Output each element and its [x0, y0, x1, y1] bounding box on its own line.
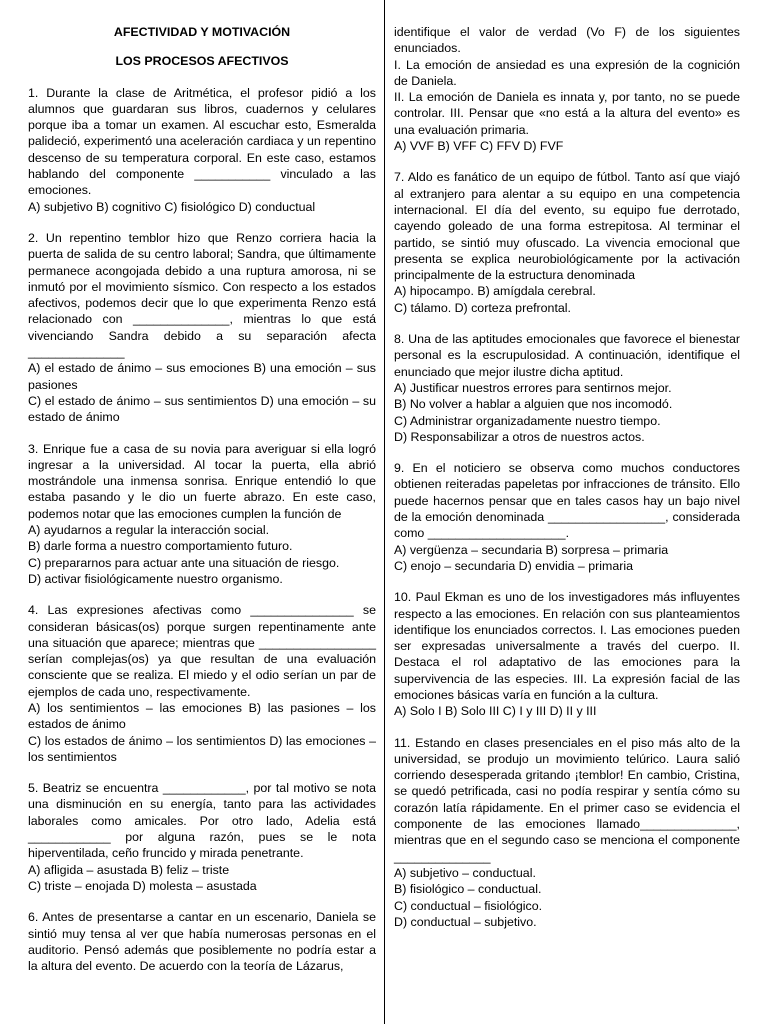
question-6: [28, 909, 376, 974]
answer-option: A) subjetivo – conductual.: [394, 865, 536, 880]
question-stem: identifique el valor de verdad (Vo F) de los siguientes enunciados.: [394, 25, 740, 56]
answer-option: D) activar fisiológicamente nuestro organismo.: [28, 571, 283, 586]
answer-option: A) los sentimientos – las emociones B) las pasiones – los estados de ánimo: [28, 700, 376, 732]
answer-option: C) el estado de ánimo – sus sentimientos D) una emoción – su estado de ánimo: [28, 393, 376, 425]
answer-option: C) Administrar organizadamente nuestro tiempo.: [394, 413, 661, 428]
answer-option: A) Solo I B) Solo III C) I y III D) II y III: [394, 704, 597, 719]
answer-option: C) tálamo. D) corteza prefrontal.: [394, 300, 571, 315]
answer-option: A) VVF B) VFF C) FFV D) FVF: [394, 139, 564, 154]
question-2: [28, 230, 376, 426]
question-stem: 2. Un repentino temblor hizo que Renzo corriera hacia la puerta de salida de su centro laboral; Sandra, que últimamente permanece acongojada debido a una ruptura amorosa, ni se inmutó por el movimiento sísmico. Con respecto a los estados afectivos, podemos decir que lo que experimenta Renzo está relacionado con ______________, mientras lo que está vivenciando Sandra debido a su separación afecta ______________: [28, 230, 376, 360]
question-stem: 10. Paul Ekman es uno de los investigadores más influyentes respecto a las emociones. En relación con sus planteamientos identifique los enunciados correctos. I. Las emociones pueden ser expresadas universalmente a través del cuerpo. II. Destaca el rol adaptativo de las emociones para la supervivencia de las especies. III. La expresión facial de las emociones básicas varía en función a la cultura.: [394, 590, 740, 702]
answer-option: C) los estados de ánimo – los sentimientos D) las emociones – los sentimientos: [28, 733, 376, 764]
document-title: AFECTIVIDAD Y MOTIVACIÓN: [113, 25, 291, 39]
column-divider: [384, 0, 385, 1024]
question-3: [28, 441, 376, 588]
answer-option: C) triste – enojada D) molesta – asustada: [28, 878, 257, 893]
answer-option: B) No volver a hablar a alguien que nos incomodó.: [394, 397, 673, 412]
question-stem: 9. En el noticiero se observa como muchos conductores obtienen reiteradas papeletas por infracciones de tránsito. Ello puede hacernos pensar que en tales casos hay un bajo nivel de la emoción denominada _________________, considerada como ____________________.: [394, 461, 740, 541]
question-stem: 8. Una de las aptitudes emocionales que favorece el bienestar personal es la escrupulosidad. A continuación, identifique el enunciado que mejor ilustre dicha aptitud.: [394, 332, 740, 379]
question-stem: 6. Antes de presentarse a cantar en un escenario, Daniela se sintió muy tensa al ver que había numerosas personas en el auditorio. Pensó además que posiblemente no podría estar a la altura del evento. De acuerdo con la teoría de Lázarus,: [28, 910, 376, 974]
answer-option: A) subjetivo B) cognitivo C) fisiológico D) conductual: [28, 199, 316, 214]
answer-option: A) afligida – asustada B) feliz – triste: [28, 862, 230, 877]
question-11: [394, 735, 740, 931]
document-subtitle: LOS PROCESOS AFECTIVOS: [115, 54, 289, 69]
question-4: [28, 602, 376, 765]
question-stem: 7. Aldo es fanático de un equipo de fútbol. Tanto así que viajó al extranjero para alentar a su equipo en una competencia internacional. El día del evento, su equipo fue derrotado, cayendo goleado de una forma estrepitosa. Al terminar el partido, se sintió muy ofuscado. La vivencia emocional que presenta se explica neurobiológicamente por la activación principalmente de la estructura denominada: [394, 170, 740, 283]
answer-option: II. La emoción de Daniela es innata y, por tanto, no se puede controlar. III. Pensar que «no está a la altura del evento» es una evaluación primaria.: [394, 90, 740, 137]
question-9: [394, 460, 740, 574]
answer-option: A) vergüenza – secundaria B) sorpresa – primaria: [394, 542, 669, 557]
left-column: [28, 24, 376, 989]
question-stem: 5. Beatriz se encuentra ____________, por tal motivo se nota una disminución en su energía, tanto para las actividades laborales como amicales. Por otro lado, Adelia está ____________ por alguna razón, pues se le nota hiperventilada, ceño fruncido y mirada penetrante.: [28, 781, 376, 861]
answer-option: B) fisiológico – conductual.: [394, 882, 542, 897]
question-stem: 1. Durante la clase de Aritmética, el profesor pidió a los alumnos que guardaran sus libros, cuadernos y celulares porque iba a tomar un examen. Al escuchar esto, Esmeralda palideció, experimentó una aceleración cardiaca y un repentino descenso de su temperatura corporal. En este caso, estamos hablando del componente ___________ vinculado a las emociones.: [28, 85, 376, 198]
right-column: [394, 24, 740, 945]
answer-option: C) prepararnos para actuar ante una situación de riesgo.: [28, 555, 340, 570]
question-8: [394, 331, 740, 445]
answer-option: D) Responsabilizar a otros de nuestros actos.: [394, 429, 645, 444]
answer-option: C) conductual – fisiológico.: [394, 898, 543, 913]
question-stem: 11. Estando en clases presenciales en el piso más alto de la universidad, se produjo un movimiento telúrico. Laura salió corriendo desesperada gritando ¡temblor! En cambio, Cristina, se quedó petrificada, casi no podía respirar y sentía cómo su corazón latía rápidamente. En el primer caso se evidencia el componente de las emociones llamado______________, mientras que en el segundo caso se menciona el componente ______________: [394, 735, 740, 864]
question-stem: 4. Las expresiones afectivas como _______________ se consideran básicas(os) porque surgen repentinamente ante una situación que aparece; mientras que _________________ serían complejas(os) ya que resultan de una evaluación consciente que se realiza. El miedo y el odio serían un par de ejemplos de cada uno, respectivamente.: [28, 603, 376, 699]
answer-option: A) el estado de ánimo – sus emociones B) una emoción – sus pasiones: [28, 361, 376, 392]
answer-option: A) ayudarnos a regular la interacción social.: [28, 523, 270, 538]
answer-option: A) hipocampo. B) amígdala cerebral.: [394, 284, 596, 299]
answer-option: A) Justificar nuestros errores para sentirnos mejor.: [394, 380, 672, 395]
question-5: [28, 780, 376, 894]
question-6-continued: [394, 24, 740, 154]
answer-option: B) darle forma a nuestro comportamiento futuro.: [28, 539, 293, 554]
answer-option: C) enojo – secundaria D) envidia – primaria: [394, 558, 633, 573]
answer-option: D) conductual – subjetivo.: [394, 914, 537, 929]
question-1: [28, 85, 376, 215]
question-stem: 3. Enrique fue a casa de su novia para averiguar si ella logró ingresar a la universidad. Al tocar la puerta, ella abrió mostrándole una inmensa sonrisa. Enrique entendió lo que estaba pasando y le dio un fuerte abrazo. En este caso, podemos notar que las emociones cumplen la función de: [28, 441, 376, 521]
question-7: [394, 169, 740, 316]
question-10: [394, 589, 740, 719]
answer-option: I. La emoción de ansiedad es una expresión de la cognición de Daniela.: [394, 57, 740, 88]
